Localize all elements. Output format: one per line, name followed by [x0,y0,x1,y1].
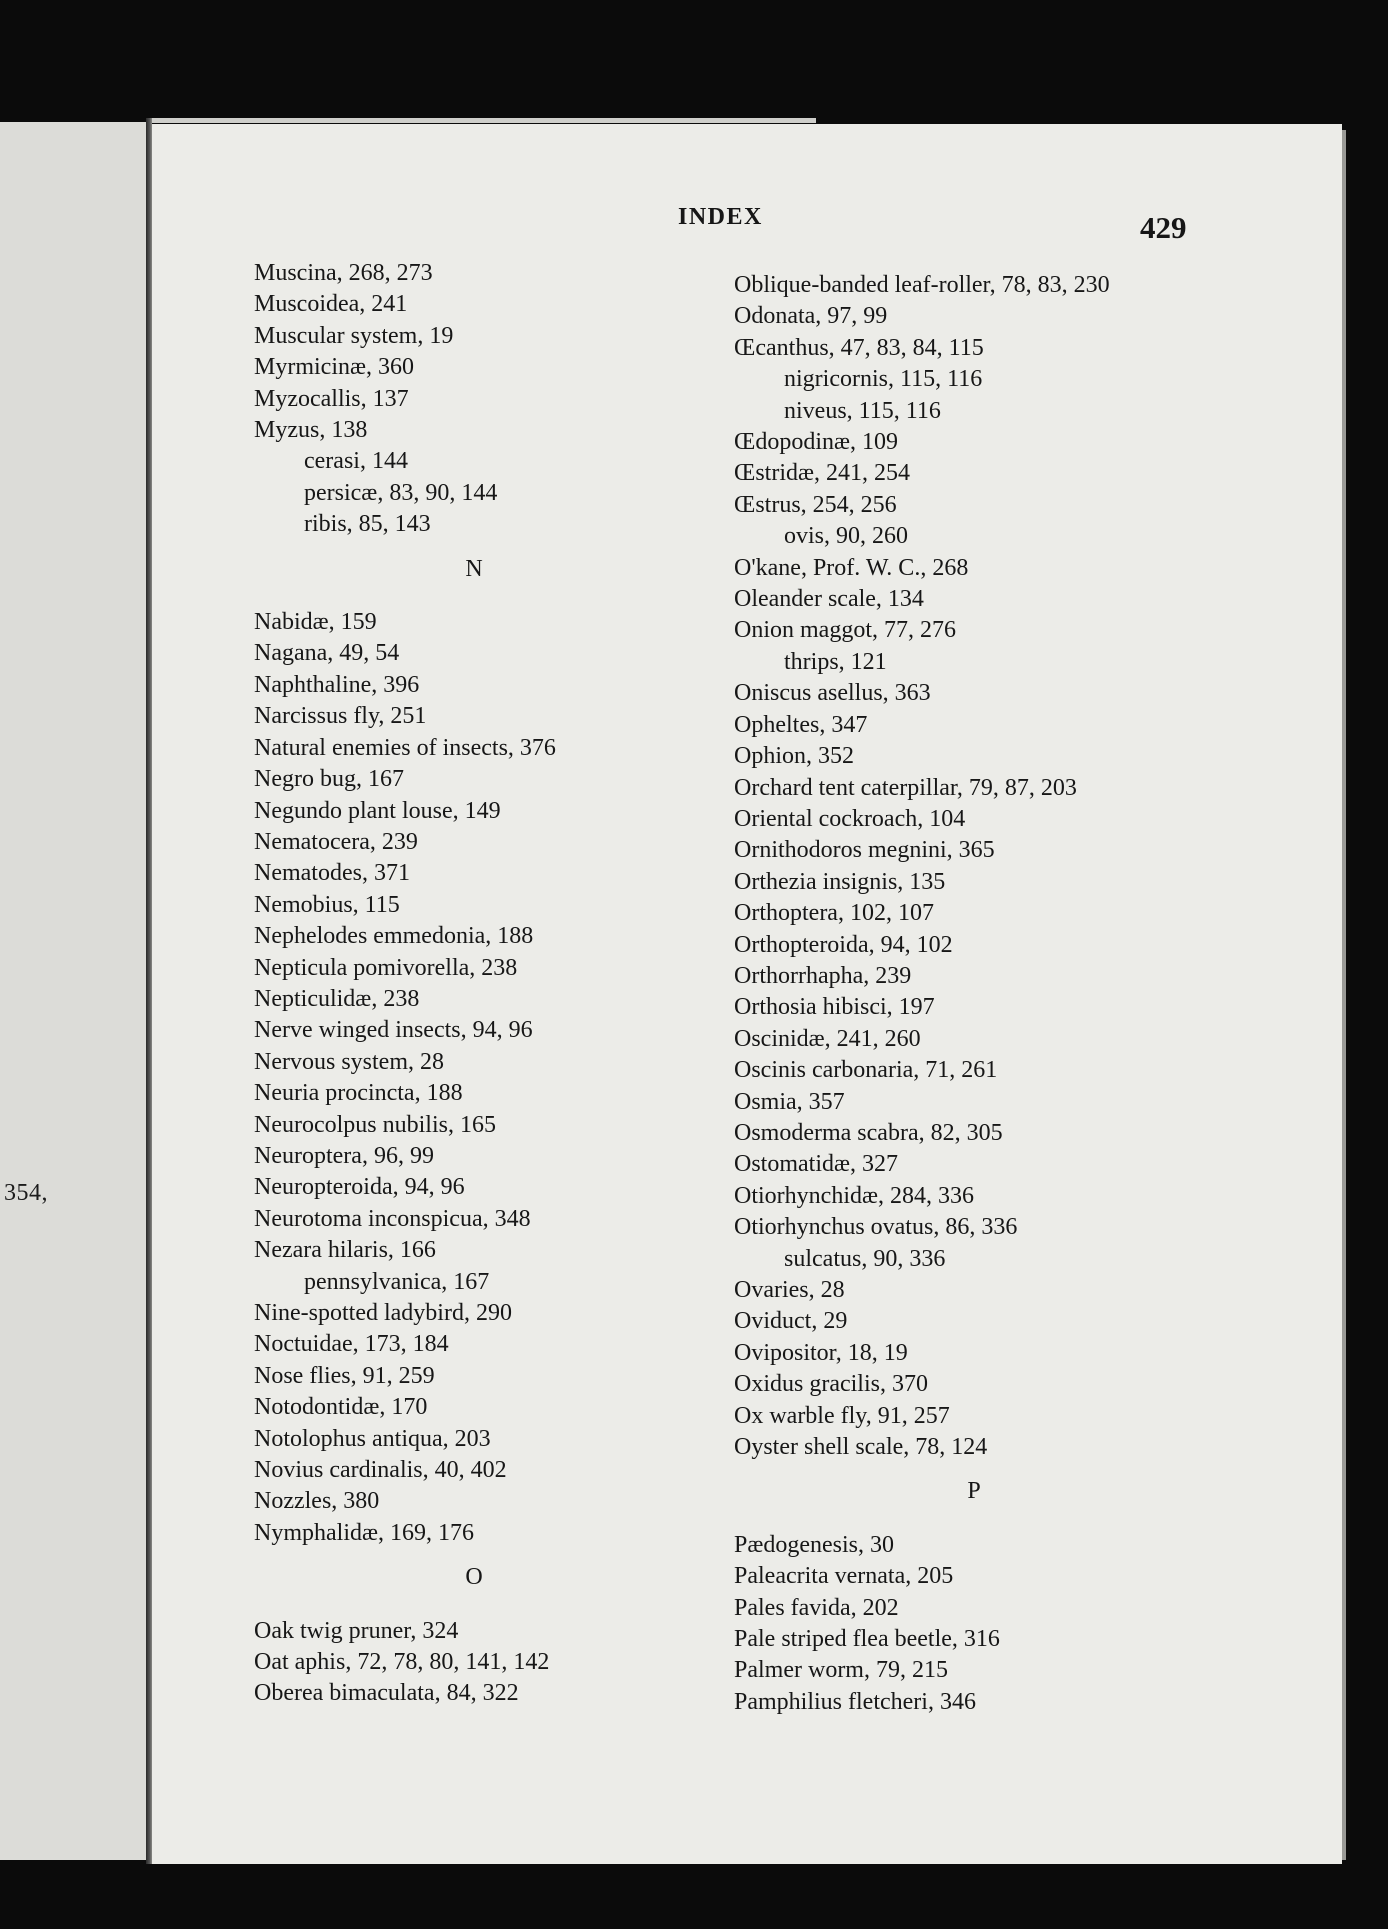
index-entry: Naphthaline, 396 [254,671,420,698]
page-number: 429 [1140,210,1187,245]
index-entry: Opheltes, 347 [734,711,868,738]
index-entry: Nephelodes emmedonia, 188 [254,923,534,950]
index-entry: Nemobius, 115 [254,891,400,918]
index-entry: Ophion, 352 [734,743,854,770]
index-entry: Oak twig pruner, 324 [254,1617,459,1644]
index-entry: Ovaries, 28 [734,1277,845,1303]
index-subentry: pennsylvanica, 167 [304,1268,490,1295]
index-entry: Odonata, 97, 99 [734,303,888,330]
index-entry: Nepticula pomivorella, 238 [254,954,518,981]
index-entry: Nervous system, 28 [254,1048,444,1075]
index-entry: Negundo plant louse, 149 [254,797,501,824]
index-entry: Paleacrita vernata, 205 [734,1563,954,1590]
index-entry: Negro bug, 167 [254,766,404,793]
index-entry: Myzus, 138 [254,417,368,444]
index-entry: Oleander scale, 134 [734,586,924,613]
index-entry: Orchard tent caterpillar, 79, 87, 203 [734,774,1077,801]
index-entry: Œstrus, 254, 256 [734,491,897,518]
index-entry: Pædogenesis, 30 [734,1531,895,1558]
section-letter: O [465,1564,483,1591]
index-entry: Muscina, 268, 273 [254,260,433,286]
index-entry: Otiorhynchidæ, 284, 336 [734,1182,974,1209]
index-entry: Oat aphis, 72, 78, 80, 141, 142 [254,1649,550,1676]
index-entry: Myrmicinæ, 360 [254,354,414,381]
index-entry: Oberea bimaculata, 84, 322 [254,1680,519,1707]
index-entry: Nematocera, 239 [254,828,418,855]
index-entry: Palmer worm, 79, 215 [734,1657,948,1684]
index-entry: Neuria procincta, 188 [254,1080,463,1107]
index-entry: Œdopodinæ, 109 [734,429,899,456]
index-entry: Nymphalidæ, 169, 176 [254,1519,474,1546]
left-page-edge [0,122,148,1860]
index-entry: Otiorhynchus ovatus, 86, 336 [734,1214,1018,1241]
index-entry: Œstridæ, 241, 254 [734,460,911,487]
index-entry: Ornithodoros megnini, 365 [734,837,995,864]
index-entry: Notolophus antiqua, 203 [254,1425,491,1452]
index-entry: Nagana, 49, 54 [254,640,400,667]
index-entry: Orthorrhapha, 239 [734,962,912,989]
index-entry: Muscoidea, 241 [254,291,408,318]
index-entry: Oblique-banded leaf-roller, 78, 83, 230 [734,272,1110,298]
index-column-right [734,270,1254,1718]
index-entry: Neuropteroida, 94, 96 [254,1174,465,1201]
index-entry: Ovipositor, 18, 19 [734,1339,908,1366]
index-entry: Natural enemies of insects, 376 [254,734,556,761]
index-entry: Muscular system, 19 [254,322,454,349]
section-letter: P [967,1478,981,1505]
index-entry: Oscinis carbonaria, 71, 261 [734,1057,998,1084]
index-entry: Nozzles, 380 [254,1488,380,1515]
top-page-edge [152,118,816,123]
index-entry: Oxidus gracilis, 370 [734,1371,928,1398]
index-column-left [254,258,774,1710]
index-entry: Oscinidæ, 241, 260 [734,1025,921,1052]
index-entry: Nabidæ, 159 [254,609,377,636]
index-entry: Notodontidæ, 170 [254,1394,428,1421]
index-subentry: cerasi, 144 [304,448,408,475]
index-entry: Orthopteroida, 94, 102 [734,931,953,958]
index-entry: Noctuidae, 173, 184 [254,1331,449,1358]
index-entry: Novius cardinalis, 40, 402 [254,1457,507,1484]
index-entry: Oriental cockroach, 104 [734,805,966,832]
index-entry: Nerve winged insects, 94, 96 [254,1017,533,1044]
index-entry: Orthoptera, 102, 107 [734,900,934,927]
index-subentry: nigricornis, 115, 116 [784,366,983,393]
page-title: INDEX [678,204,763,230]
index-entry: Neurotoma inconspicua, 348 [254,1205,531,1232]
index-entry: Neuroptera, 96, 99 [254,1142,434,1169]
index-entry: Pales favida, 202 [734,1594,899,1621]
index-entry: Onion maggot, 77, 276 [734,617,956,644]
right-page-edge [1342,130,1346,1860]
index-entry: Ox warble fly, 91, 257 [734,1402,950,1429]
index-entry: O'kane, Prof. W. C., 268 [734,554,969,581]
index-entry: Orthosia hibisci, 197 [734,994,935,1021]
index-subentry: thrips, 121 [784,648,887,675]
index-subentry: niveus, 115, 116 [784,397,941,424]
index-entry: Nezara hilaris, 166 [254,1237,436,1264]
index-entry: Oviduct, 29 [734,1308,848,1335]
index-entry: Neurocolpus nubilis, 165 [254,1111,496,1138]
index-subentry: sulcatus, 90, 336 [784,1245,946,1272]
index-entry: Nose flies, 91, 259 [254,1362,435,1389]
section-letter: N [465,555,483,582]
index-entry: Nine-spotted ladybird, 290 [254,1300,512,1326]
index-entry: Ostomatidæ, 327 [734,1151,899,1178]
index-entry: Osmia, 357 [734,1088,845,1115]
index-entry: Orthezia insignis, 135 [734,868,946,895]
left-page-fragment: 354, [4,1180,48,1206]
index-subentry: ribis, 85, 143 [304,511,431,538]
index-entry: Nematodes, 371 [254,860,410,887]
index-entry: Oyster shell scale, 78, 124 [734,1434,988,1461]
index-entry: Pale striped flea beetle, 316 [734,1626,1000,1653]
index-entry: Myzocallis, 137 [254,385,409,412]
index-entry: Osmoderma scabra, 82, 305 [734,1119,1003,1146]
index-entry: Narcissus fly, 251 [254,703,427,730]
index-subentry: persicæ, 83, 90, 144 [304,479,498,506]
index-entry: Oniscus asellus, 363 [734,680,931,707]
index-subentry: ovis, 90, 260 [784,523,909,550]
index-entry: Œcanthus, 47, 83, 84, 115 [734,334,984,361]
index-entry: Pamphilius fletcheri, 346 [734,1688,976,1715]
index-entry: Nepticulidæ, 238 [254,985,420,1012]
